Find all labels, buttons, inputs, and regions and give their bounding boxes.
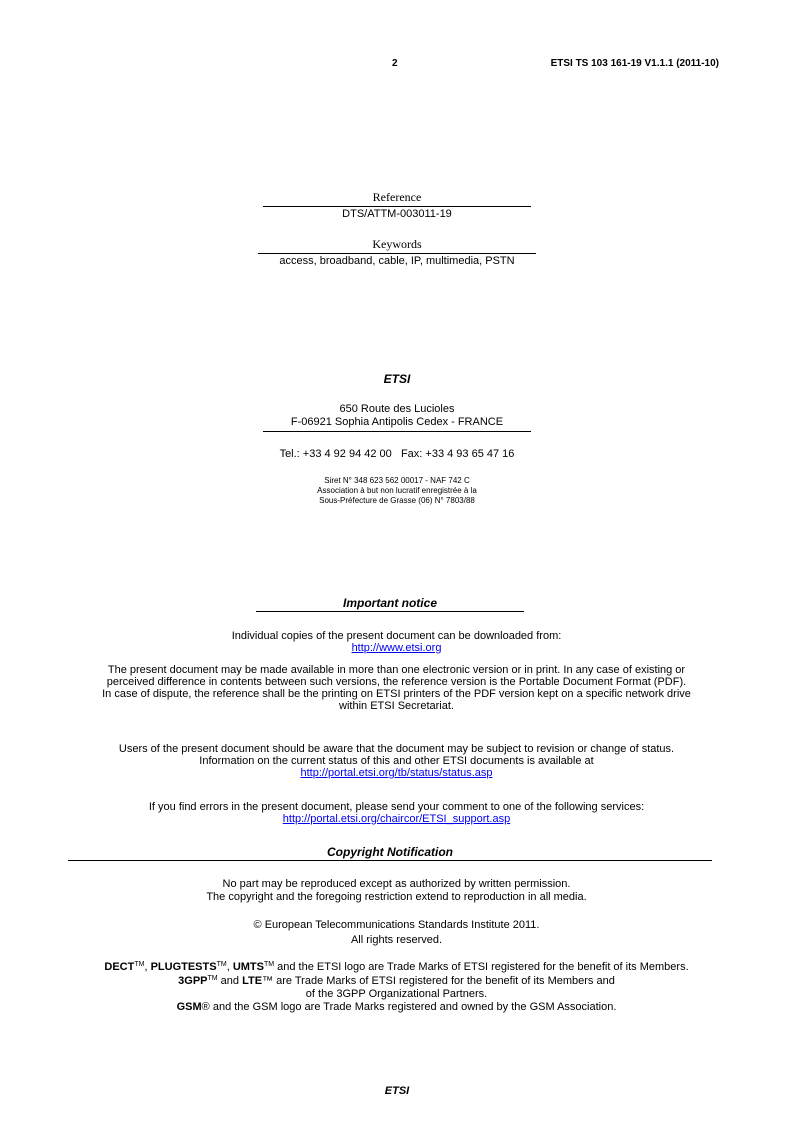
copyright-line4: All rights reserved.	[350, 934, 443, 946]
document-id: ETSI TS 103 161-19 V1.1.1 (2011-10)	[550, 58, 719, 69]
siret-line3: Sous-Préfecture de Grasse (06) N° 7803/88	[319, 496, 475, 505]
keywords-value: access, broadband, cable, IP, multimedia, PSTN	[279, 255, 515, 267]
tm-3gpp: 3GPP	[178, 975, 208, 987]
trademark-line3: of the 3GPP Organizational Partners.	[305, 988, 488, 1000]
versions-line1: The present document may be made available in more than one electronic version or in print. In any case of existing or	[107, 664, 686, 676]
versions-line4: within ETSI Secretariat.	[339, 700, 454, 712]
versions-line2: perceived difference in contents between such versions, the reference version is the Portable Document Format (PDF).	[106, 676, 687, 688]
etsi-name: ETSI	[383, 372, 411, 386]
copyright-line2: The copyright and the foregoing restriction extend to reproduction in all media.	[206, 891, 587, 903]
address-rule	[263, 431, 531, 432]
siret-line2: Association à but non lucratif enregistrée à la	[317, 486, 477, 495]
status-link[interactable]: http://portal.etsi.org/tb/status/status.asp	[300, 767, 493, 779]
important-notice-title: Important notice	[342, 596, 437, 610]
footer-etsi: ETSI	[384, 1085, 410, 1097]
download-text: Individual copies of the present document can be downloaded from:	[231, 630, 562, 642]
trademark-line1: DECT™, PLUGTESTS™, UMTS™ and the ETSI logo are Trade Marks of ETSI registered for the benefit of its Members.	[104, 961, 689, 973]
copyright-line1: No part may be reproduced except as authorized by written permission.	[222, 878, 571, 890]
siret-line1: Siret N° 348 623 562 00017 - NAF 742 C	[324, 476, 470, 485]
notice-rule	[256, 611, 524, 612]
reference-label: Reference	[372, 190, 422, 204]
reference-rule	[263, 206, 531, 207]
keywords-label: Keywords	[372, 237, 422, 251]
errors-text: If you find errors in the present document, please send your comment to one of the following services:	[148, 801, 645, 813]
tm-lte: LTE	[242, 975, 263, 987]
trademark-line4: GSM® and the GSM logo are Trade Marks registered and owned by the GSM Association.	[176, 1001, 617, 1013]
tm-umts: UMTS	[232, 961, 264, 973]
status-line1: Users of the present document should be aware that the document may be subject to revision or change of status.	[118, 743, 675, 755]
reference-value: DTS/ATTM-003011-19	[342, 208, 452, 220]
support-link[interactable]: http://portal.etsi.org/chaircor/ETSI_support.asp	[282, 813, 511, 825]
etsi-tel-fax: Tel.: +33 4 92 94 42 00 Fax: +33 4 93 65 47 16	[279, 448, 515, 460]
trademark-line2: 3GPP™ and LTE™ are Trade Marks of ETSI registered for the benefit of its Members and	[178, 975, 615, 987]
tm-gsm: GSM	[176, 1001, 202, 1013]
etsi-address-line2: F-06921 Sophia Antipolis Cedex - FRANCE	[290, 416, 504, 428]
copyright-rule	[68, 860, 712, 861]
page-number: 2	[392, 58, 398, 69]
status-line2: Information on the current status of this and other ETSI documents is available at	[199, 755, 594, 767]
versions-line3: In case of dispute, the reference shall be the printing on ETSI printers of the PDF version kept on a specific network drive	[102, 688, 691, 700]
etsi-address-line1: 650 Route des Lucioles	[339, 403, 455, 415]
etsi-website-link[interactable]: http://www.etsi.org	[351, 642, 442, 654]
tm-plugtests: PLUGTESTS	[150, 961, 217, 973]
copyright-line3: © European Telecommunications Standards Institute 2011.	[253, 919, 540, 931]
tm-dect: DECT	[104, 961, 135, 973]
keywords-rule	[258, 253, 536, 254]
copyright-title: Copyright Notification	[327, 845, 453, 859]
